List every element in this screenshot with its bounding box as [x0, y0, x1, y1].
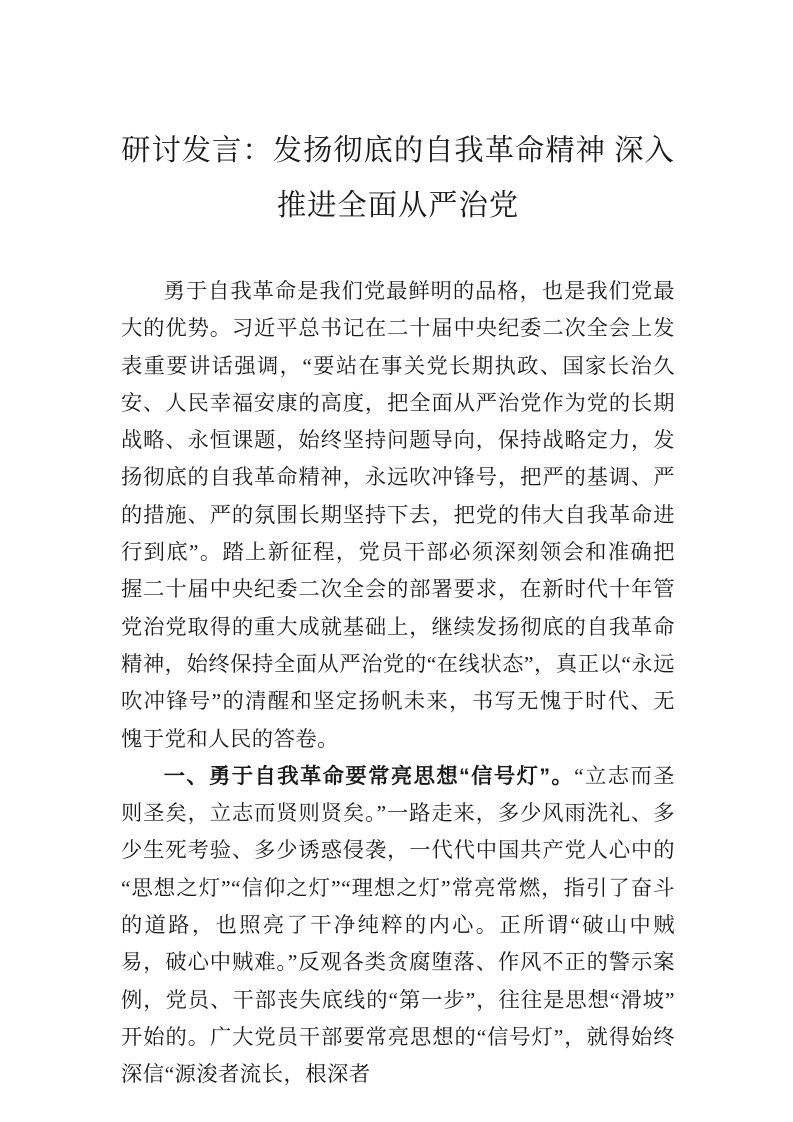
paragraph-section-1	[121, 758, 675, 1094]
paragraph-intro-text: 勇于自我革命是我们党最鲜明的品格，也是我们党最大的优势。习近平总书记在二十届中央纪委二次全会上发表重要讲话强调，“要站在事关党长期执政、国家长治久安、人民幸福安康的高度，把全面从严治党作为党的长期战略、永恒课题，始终坚持问题导向，保持战略定力，发扬彻底的自我革命精神，永远吹冲锋号，把严的基调、严的措施、严的氛围长期坚持下去，把党的伟大自我革命进行到底”。踏上新征程，党员干部必须深刻领会和准确把握二十届中央纪委二次全会的部署要求，在新时代十年管党治党取得的重大成就基础上，继续发扬彻底的自我革命精神，始终保持全面从严治党的“在线状态”，真正以“永远吹冲锋号”的清醒和坚定扬帆未来，书写无愧于时代、无愧于党和人民的答卷。	[121, 279, 675, 751]
paragraph-intro	[121, 273, 675, 758]
paragraph-section-1-heading: 一、勇于自我革命要常亮思想“信号灯”。	[163, 763, 575, 788]
document-title: 研讨发言：发扬彻底的自我革命精神 深入推进全面从严治党	[121, 135, 675, 222]
paragraph-section-1-text: “立志而圣则圣矣，立志而贤则贤矣。”一路走来，多少风雨洗礼、多少生死考验、多少诱惑侵袭，一代代中国共产党人心中的“思想之灯”“信仰之灯”“理想之灯”常亮常燃，指引了奋斗的道路，也照亮了干净纯粹的内心。正所谓“破山中贼易，破心中贼难。”反观各类贪腐堕落、作风不正的警示案例，党员、干部丧失底线的“第一步”，往往是思想“滑坡”开始的。广大党员干部要常亮思想的“信号灯”，就得始终深信“源浚者流长，根深者	[121, 763, 675, 1087]
document-body	[121, 273, 675, 1094]
